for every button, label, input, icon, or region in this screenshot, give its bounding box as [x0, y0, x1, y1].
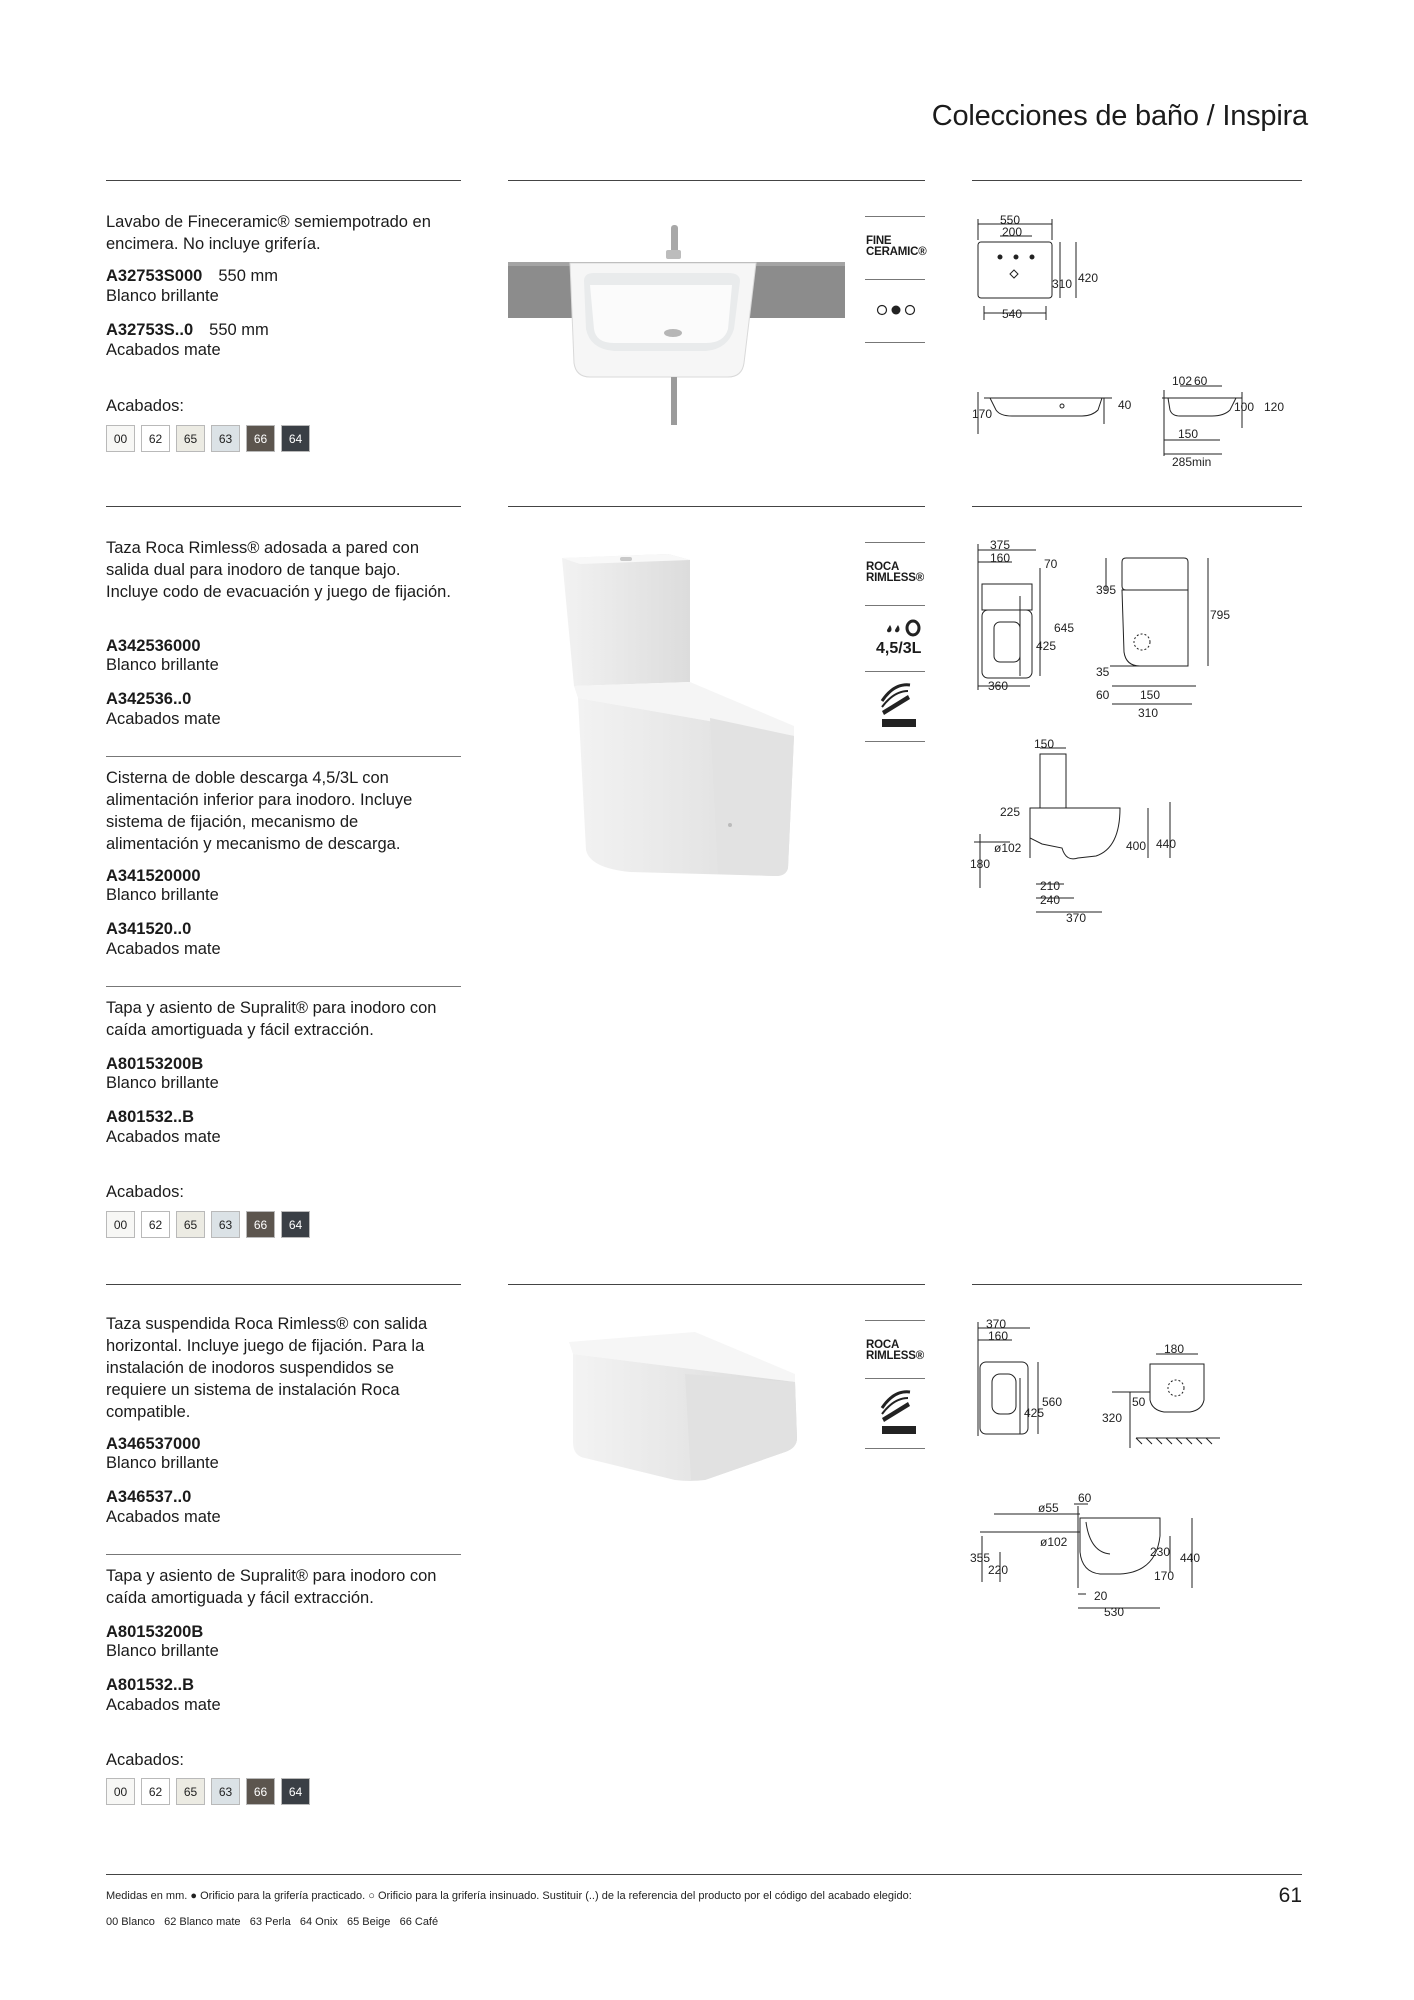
svg-text:220: 220: [988, 1563, 1009, 1577]
logo-divider: [865, 342, 925, 343]
svg-text:420: 420: [1078, 271, 1099, 285]
item-divider: [106, 986, 461, 987]
svg-text:60: 60: [1096, 688, 1110, 702]
svg-text:395: 395: [1096, 583, 1117, 597]
product-code: A32753S000 550 mm: [106, 267, 278, 285]
finish-variant: Acabados mate: [106, 1508, 221, 1526]
logo-divider: [865, 671, 925, 672]
logo-divider: [865, 1378, 925, 1379]
svg-text:540: 540: [1002, 307, 1023, 321]
finish-swatch[interactable]: 63: [211, 1211, 240, 1238]
svg-text:370: 370: [986, 1318, 1007, 1331]
seat-description: Tapa y asiento de Supralit® para inodoro con caída amortiguada y fácil extracción.: [106, 999, 437, 1039]
finish-variant: Blanco brillante: [106, 1454, 219, 1472]
svg-text:230: 230: [1150, 1545, 1171, 1559]
cistern-description: Cisterna de doble descarga 4,5/3L con alimentación inferior para inodoro. Incluye sistema de fijación, mecanismo de alimentación y mecanismo de descarga.: [106, 769, 413, 853]
svg-text:50: 50: [1132, 1395, 1146, 1409]
finish-swatch[interactable]: 66: [246, 1778, 275, 1805]
wall-hung-section-drawing: [970, 1492, 1210, 1620]
product-code: A80153200B: [106, 1623, 204, 1641]
svg-text:400: 400: [1126, 839, 1147, 853]
finish-swatch[interactable]: 66: [246, 1211, 275, 1238]
finish-swatch[interactable]: 63: [211, 425, 240, 452]
product-code: A341520..0: [106, 920, 192, 938]
product-code: A32753S..0 550 mm: [106, 321, 269, 339]
svg-text:530: 530: [1104, 1605, 1125, 1619]
tap-hole-icon: [875, 303, 917, 317]
finish-swatch[interactable]: 62: [141, 425, 170, 452]
finish-swatch[interactable]: 65: [176, 1778, 205, 1805]
svg-text:20: 20: [1094, 1589, 1108, 1603]
svg-text:ø102: ø102: [1040, 1535, 1068, 1549]
svg-text:180: 180: [1164, 1342, 1185, 1356]
dual-flush-icon: [883, 618, 923, 638]
fine-ceramic-logo: FINE CERAMIC®: [866, 235, 927, 258]
svg-text:795: 795: [1210, 608, 1231, 622]
svg-text:645: 645: [1054, 621, 1075, 635]
footer-divider: [106, 1874, 1302, 1875]
finish-swatch[interactable]: 64: [281, 425, 310, 452]
svg-text:370: 370: [1066, 911, 1087, 925]
finish-variant: Acabados mate: [106, 341, 221, 359]
wall-hung-front-drawing: [972, 1318, 1082, 1448]
svg-text:60: 60: [1078, 1492, 1092, 1505]
wall-hung-wc-image: [565, 1330, 805, 1490]
logo-divider: [865, 605, 925, 606]
wc-section-drawing: [970, 738, 1190, 928]
finish-swatch[interactable]: 00: [106, 1778, 135, 1805]
rimless-logo: ROCA RIMLESS®: [866, 1339, 924, 1362]
svg-text:310: 310: [1052, 277, 1073, 291]
logo-divider: [865, 279, 925, 280]
finish-swatches: [106, 1211, 310, 1238]
section-divider: [508, 180, 925, 181]
svg-text:102: 102: [1172, 376, 1193, 388]
item-divider: [106, 1554, 461, 1555]
product-code: A342536..0: [106, 690, 192, 708]
svg-text:550: 550: [1000, 213, 1021, 227]
svg-text:150: 150: [1140, 688, 1161, 702]
finish-swatch[interactable]: 62: [141, 1778, 170, 1805]
svg-text:35: 35: [1096, 665, 1110, 679]
svg-text:425: 425: [1024, 1406, 1045, 1420]
svg-text:100: 100: [1234, 400, 1255, 414]
svg-text:285min: 285min: [1172, 455, 1212, 468]
svg-text:425: 425: [1036, 639, 1057, 653]
finish-variant: Acabados mate: [106, 940, 221, 958]
wc-description: Taza Roca Rimless® adosada a pared con salida dual para inodoro de tanque bajo. Incluye codo de evacuación y juego de fijación.: [106, 539, 451, 601]
svg-text:170: 170: [1154, 1569, 1175, 1583]
finish-variant: Blanco brillante: [106, 1642, 219, 1660]
svg-text:320: 320: [1102, 1411, 1123, 1425]
finish-swatch[interactable]: 00: [106, 425, 135, 452]
logo-divider: [865, 1448, 925, 1449]
finish-swatches: [106, 425, 310, 452]
basin-image: [508, 225, 845, 430]
seat-description: Tapa y asiento de Supralit® para inodoro con caída amortiguada y fácil extracción.: [106, 1567, 437, 1607]
finish-swatch[interactable]: 63: [211, 1778, 240, 1805]
finish-swatch[interactable]: 65: [176, 1211, 205, 1238]
svg-text:240: 240: [1040, 893, 1061, 907]
wc-front-drawing: [972, 540, 1082, 696]
section-divider: [972, 1284, 1302, 1285]
product-code: A341520000: [106, 867, 201, 885]
finish-swatch[interactable]: 62: [141, 1211, 170, 1238]
svg-text:170: 170: [972, 407, 993, 421]
svg-text:150: 150: [1034, 738, 1055, 751]
basin-description: Lavabo de Fineceramic® semiempotrado en encimera. No incluye grifería.: [106, 213, 431, 253]
basin-top-drawing: [972, 212, 1122, 336]
svg-text:310: 310: [1138, 706, 1159, 720]
finish-variant: Acabados mate: [106, 710, 221, 728]
finish-swatch[interactable]: 64: [281, 1211, 310, 1238]
svg-text:160: 160: [990, 551, 1011, 565]
finish-variant: Blanco brillante: [106, 1074, 219, 1092]
svg-text:560: 560: [1042, 1395, 1063, 1409]
product-code: A80153200B: [106, 1055, 204, 1073]
svg-text:375: 375: [990, 540, 1011, 552]
svg-text:60: 60: [1194, 376, 1208, 388]
finish-swatches: [106, 1778, 310, 1805]
finish-variant: Blanco brillante: [106, 886, 219, 904]
finish-variant: Blanco brillante: [106, 656, 219, 674]
wall-hung-description: Taza suspendida Roca Rimless® con salida horizontal. Incluye juego de fijación. Para la instalación de inodoros suspendidos se requiere un sistema de instalación Roca compatible.: [106, 1315, 428, 1421]
close-coupled-wc-image: [550, 550, 810, 880]
svg-text:ø102: ø102: [994, 841, 1022, 855]
svg-text:225: 225: [1000, 805, 1021, 819]
item-divider: [106, 756, 461, 757]
product-code: A342536000: [106, 637, 201, 655]
svg-text:180: 180: [970, 857, 991, 871]
soft-close-seat-icon: [880, 1388, 918, 1440]
section-divider: [106, 1284, 461, 1285]
section-divider: [972, 180, 1302, 181]
svg-text:160: 160: [988, 1329, 1009, 1343]
finishes-label: Acabados:: [106, 1183, 184, 1201]
section-divider: [508, 1284, 925, 1285]
basin-side-drawing: [972, 376, 1352, 468]
wc-side-drawing: [1096, 554, 1246, 726]
soft-close-seat-icon: [880, 681, 918, 733]
svg-text:355: 355: [970, 1551, 991, 1565]
svg-text:70: 70: [1044, 557, 1058, 571]
finish-swatch[interactable]: 64: [281, 1778, 310, 1805]
finish-variant: Acabados mate: [106, 1128, 221, 1146]
product-code: A346537..0: [106, 1488, 192, 1506]
section-divider: [106, 506, 461, 507]
svg-text:120: 120: [1264, 400, 1285, 414]
finish-swatch[interactable]: 65: [176, 425, 205, 452]
product-code: A801532..B: [106, 1108, 195, 1126]
svg-text:360: 360: [988, 679, 1009, 693]
footer-color-legend: 00 Blanco 62 Blanco mate 63 Perla 64 Onix 65 Beige 66 Café: [106, 1916, 439, 1928]
flush-volume: 4,5/3L: [876, 640, 922, 657]
finish-swatch[interactable]: 66: [246, 425, 275, 452]
svg-text:150: 150: [1178, 427, 1199, 441]
finishes-label: Acabados:: [106, 397, 184, 415]
svg-text:210: 210: [1040, 879, 1061, 893]
hollow-hole-icon: ○: [368, 1890, 375, 1902]
finish-variant: Blanco brillante: [106, 287, 219, 305]
finishes-label: Acabados:: [106, 1751, 184, 1769]
page-number: 61: [1278, 1884, 1302, 1907]
page-title: Colecciones de baño / Inspira: [931, 100, 1308, 132]
svg-text:200: 200: [1002, 225, 1023, 239]
rimless-logo: ROCA RIMLESS®: [866, 561, 924, 584]
finish-swatch[interactable]: 00: [106, 1211, 135, 1238]
section-divider: [972, 506, 1302, 507]
footer-note: Medidas en mm. ● Orificio para la grifería practicado. ○ Orificio para la grifería insinuado. Sustituir (..) de la referencia del producto por el código del acabado elegido:: [106, 1890, 912, 1902]
svg-text:40: 40: [1118, 398, 1132, 412]
logo-divider: [865, 1320, 925, 1321]
logo-divider: [865, 741, 925, 742]
logo-divider: [865, 216, 925, 217]
section-divider: [106, 180, 461, 181]
finish-variant: Acabados mate: [106, 1696, 221, 1714]
wall-hung-side-drawing: [1090, 1340, 1220, 1450]
svg-text:440: 440: [1180, 1551, 1201, 1565]
logo-divider: [865, 542, 925, 543]
product-code: A801532..B: [106, 1676, 195, 1694]
product-code: A346537000: [106, 1435, 201, 1453]
svg-text:440: 440: [1156, 837, 1177, 851]
filled-hole-icon: ●: [190, 1890, 198, 1902]
svg-text:ø55: ø55: [1038, 1501, 1059, 1515]
section-divider: [508, 506, 925, 507]
